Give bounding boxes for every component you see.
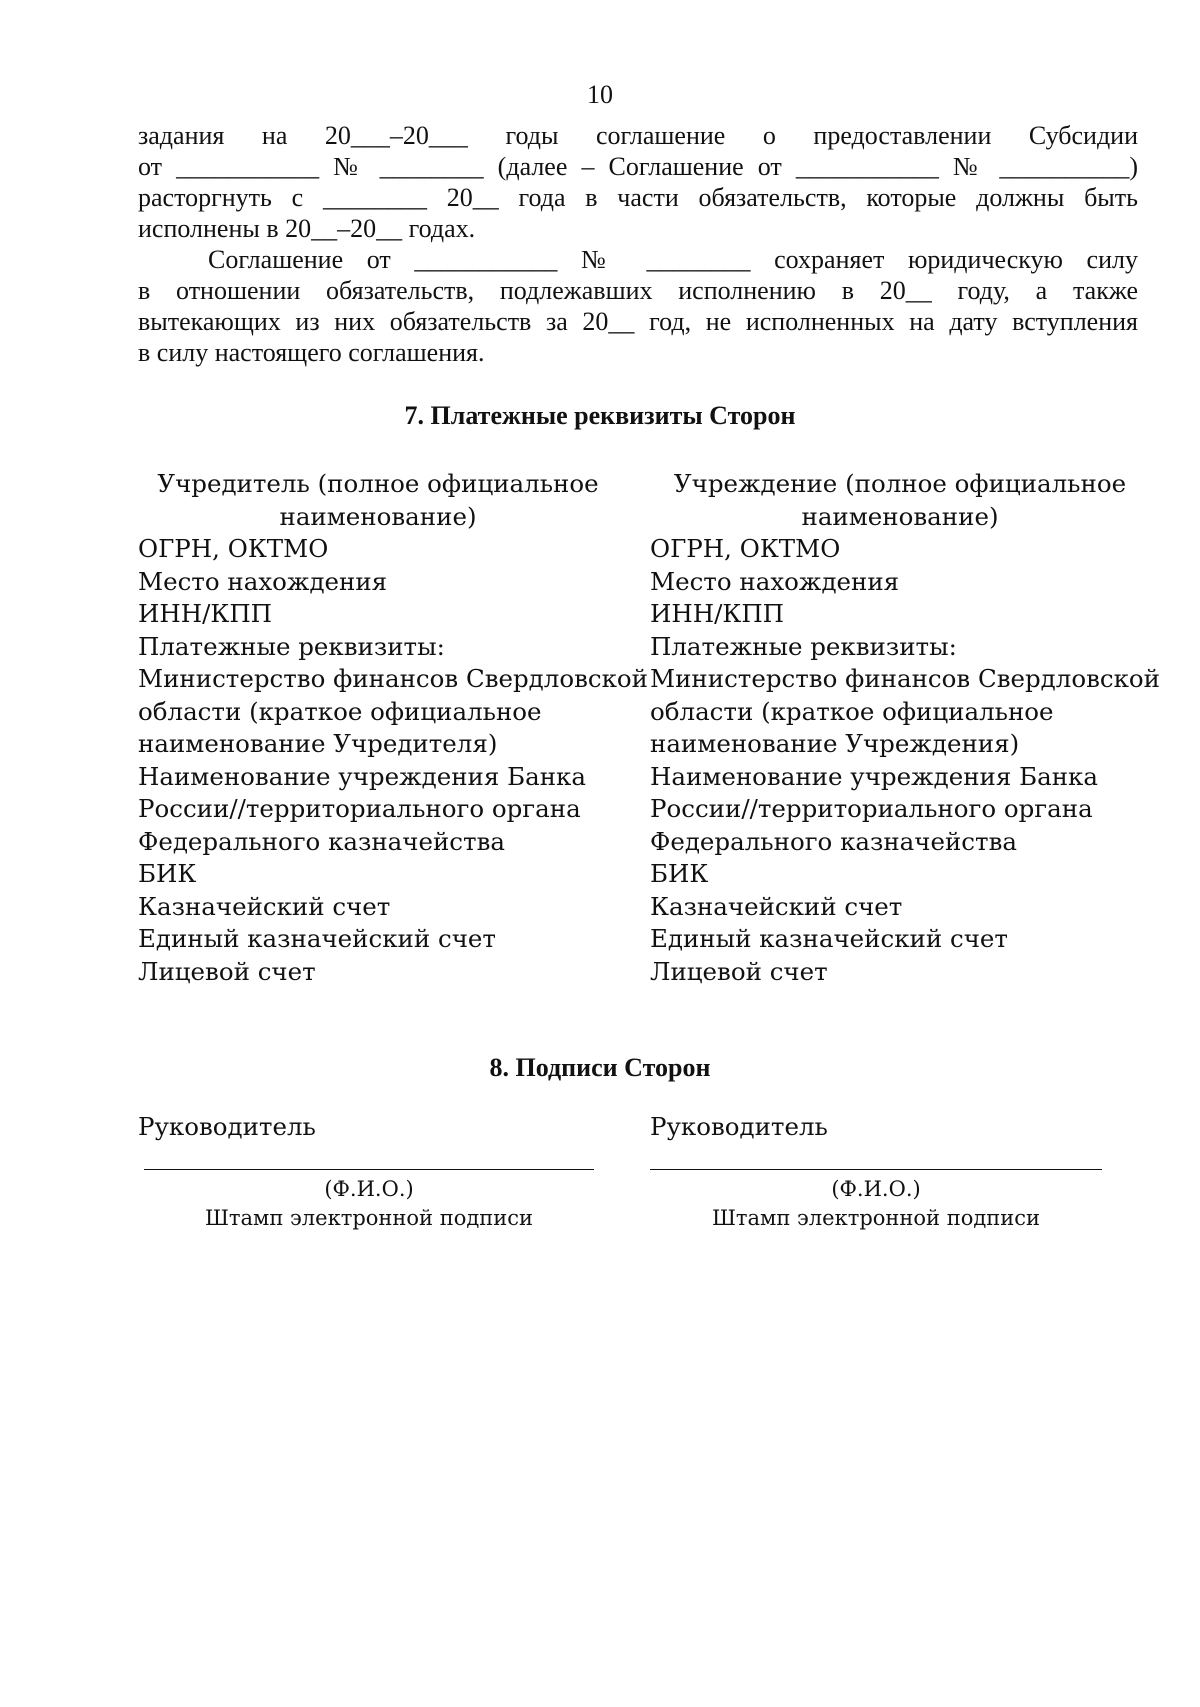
founder-signatory-role: Руководитель — [138, 1112, 316, 1141]
institution-requisite-line: ИНН/КПП — [650, 599, 785, 628]
founder-title-line-2: наименование) — [279, 501, 477, 531]
paragraph-1-line-2: от ___________ № ________ (далее – Соглашение от ___________ № __________) — [138, 152, 1138, 181]
founder-requisite-line: наименование Учредителя) — [138, 729, 498, 758]
institution-requisite-line: Место нахождения — [650, 566, 900, 596]
founder-requisite-line: БИК — [138, 859, 197, 888]
requisites-institution-column — [650, 468, 1160, 988]
founder-fio-caption: (Ф.И.О.) — [324, 1177, 414, 1201]
founder-requisite-line: Единый казначейский счет — [138, 924, 496, 953]
institution-title-line-2: наименование) — [801, 501, 999, 531]
body-text — [138, 120, 1138, 368]
paragraph-2-line-3: вытекающих из них обязательств за 20__ год, не исполненных на дату вступления — [138, 307, 1138, 336]
paragraph-1-line-3: расторгнуть с ________ 20__ года в части обязательств, которые должны быть — [138, 183, 1138, 212]
institution-requisite-line: Казначейский счет — [650, 891, 903, 921]
founder-requisite-line: Лицевой счет — [138, 956, 316, 986]
founder-requisite-line: ИНН/КПП — [138, 599, 273, 628]
founder-requisite-line: Федерального казначейства — [138, 826, 505, 856]
founder-requisite-line: Место нахождения — [138, 566, 388, 596]
paragraph-1-line-4: исполнены в 20__–20__ годах. — [138, 214, 476, 243]
section-8-heading: 8. Подписи Сторон — [489, 1053, 711, 1082]
institution-requisite-line: БИК — [650, 859, 709, 888]
founder-requisite-line: Казначейский счет — [138, 891, 391, 921]
institution-requisite-line: Лицевой счет — [650, 956, 828, 986]
institution-requisite-line: России//территориального органа — [650, 794, 1093, 823]
founder-requisite-line: Министерство финансов Свердловской — [138, 664, 648, 693]
institution-requisite-line: Федерального казначейства — [650, 826, 1017, 856]
requisites-founder-column — [138, 468, 648, 988]
founder-requisite-line: ОГРН, ОКТМО — [138, 534, 329, 563]
founder-requisite-line: Платежные реквизиты: — [138, 631, 445, 661]
section-7-heading: 7. Платежные реквизиты Сторон — [404, 401, 796, 430]
founder-requisite-line: России//территориального органа — [138, 794, 581, 823]
institution-requisite-line: Платежные реквизиты: — [650, 631, 957, 661]
paragraph-1-line-1: задания на 20___–20___ годы соглашение о предоставлении Субсидии — [138, 121, 1138, 150]
institution-signatory-role: Руководитель — [650, 1112, 828, 1141]
institution-signature-line — [650, 1169, 1102, 1170]
paragraph-2-line-4: в силу настоящего соглашения. — [138, 338, 485, 367]
institution-fio-caption: (Ф.И.О.) — [831, 1177, 921, 1201]
paragraph-2-line-1: Соглашение от ___________ № ________ сохраняет юридическую силу — [208, 245, 1138, 274]
institution-requisite-line: наименование Учреждения) — [650, 729, 1020, 758]
institution-requisite-line: Наименование учреждения Банка — [650, 761, 1098, 791]
founder-stamp-caption: Штамп электронной подписи — [204, 1206, 534, 1230]
institution-requisite-line: области (краткое официальное — [650, 696, 1054, 726]
institution-requisite-line: Министерство финансов Свердловской — [650, 664, 1160, 693]
founder-requisite-line: Наименование учреждения Банка — [138, 761, 586, 791]
founder-signature-line — [144, 1169, 594, 1170]
founder-requisite-line: области (краткое официальное — [138, 696, 542, 726]
page-number: 10 — [587, 80, 613, 109]
institution-title-line-1: Учреждение (полное официальное — [673, 469, 1127, 498]
institution-requisite-line: ОГРН, ОКТМО — [650, 534, 841, 563]
institution-requisite-line: Единый казначейский счет — [650, 924, 1008, 953]
paragraph-2-line-2: в отношении обязательств, подлежавших исполнению в 20__ году, а также — [138, 276, 1138, 305]
founder-title-line-1: Учредитель (полное официальное — [157, 469, 599, 498]
institution-stamp-caption: Штамп электронной подписи — [711, 1206, 1041, 1230]
